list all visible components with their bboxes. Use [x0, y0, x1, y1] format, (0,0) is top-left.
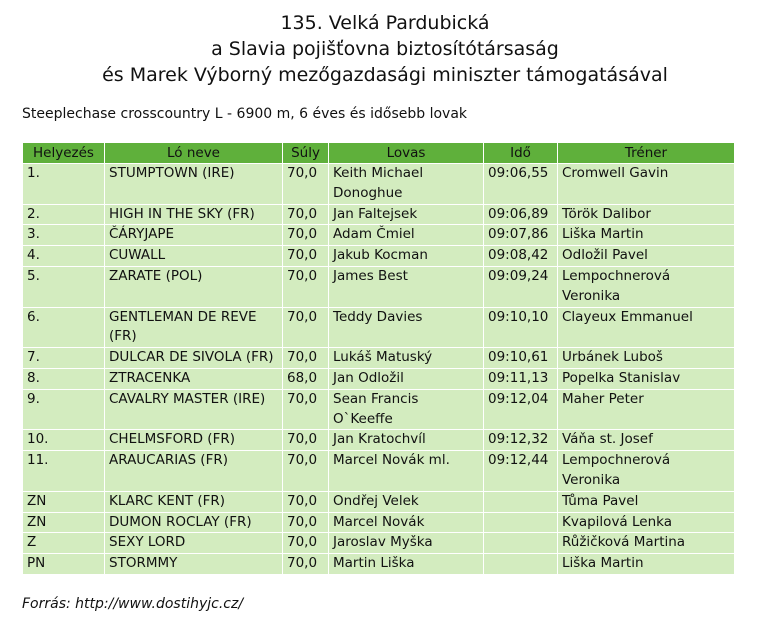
time-cell: 09:06,89: [484, 204, 558, 225]
results-table: [22, 142, 735, 575]
time-cell: 09:08,42: [484, 246, 558, 267]
trainer-cell: Cromwell Gavin: [558, 164, 735, 205]
weight-cell: 70,0: [283, 430, 329, 451]
table-row: [23, 430, 735, 451]
position-cell: PN: [23, 554, 105, 575]
horse-name-cell: SEXY LORD: [105, 533, 283, 554]
trainer-cell: Urbánek Luboš: [558, 348, 735, 369]
title-line-2: a Slavia pojišťovna biztosítótársaság: [211, 38, 559, 60]
table-row: [23, 368, 735, 389]
horse-name-cell: CAVALRY MASTER (IRE): [105, 389, 283, 430]
position-cell: ZN: [23, 491, 105, 512]
time-cell: [484, 533, 558, 554]
trainer-cell: Růžičková Martina: [558, 533, 735, 554]
source-note: Forrás: http://www.dostihyjc.cz/: [22, 596, 244, 612]
position-cell: 5.: [23, 266, 105, 307]
horse-name-cell: DULCAR DE SIVOLA (FR): [105, 348, 283, 369]
results-body: [23, 164, 735, 575]
horse-name-cell: ZARATE (POL): [105, 266, 283, 307]
table-row: [23, 204, 735, 225]
position-cell: 3.: [23, 225, 105, 246]
position-cell: 8.: [23, 368, 105, 389]
jockey-cell: Adam Čmiel: [329, 225, 484, 246]
page-title: [0, 10, 770, 88]
title-line-1: 135. Velká Pardubická: [280, 12, 490, 34]
header-time: Idő: [484, 143, 558, 164]
header-trainer: Tréner: [558, 143, 735, 164]
time-cell: 09:11,13: [484, 368, 558, 389]
table-row: [23, 307, 735, 348]
position-cell: ZN: [23, 512, 105, 533]
weight-cell: 70,0: [283, 451, 329, 492]
horse-name-cell: ARAUCARIAS (FR): [105, 451, 283, 492]
horse-name-cell: ZTRACENKA: [105, 368, 283, 389]
position-cell: 6.: [23, 307, 105, 348]
jockey-cell: Ondřej Velek: [329, 491, 484, 512]
weight-cell: 70,0: [283, 266, 329, 307]
trainer-cell: Váňa st. Josef: [558, 430, 735, 451]
horse-name-cell: STORMMY: [105, 554, 283, 575]
trainer-cell: Odložil Pavel: [558, 246, 735, 267]
trainer-cell: Tůma Pavel: [558, 491, 735, 512]
trainer-cell: Lempochnerová Veronika: [558, 451, 735, 492]
table-row: [23, 266, 735, 307]
trainer-cell: Lempochnerová Veronika: [558, 266, 735, 307]
table-row: [23, 389, 735, 430]
trainer-cell: Kvapilová Lenka: [558, 512, 735, 533]
jockey-cell: Marcel Novák ml.: [329, 451, 484, 492]
horse-name-cell: STUMPTOWN (IRE): [105, 164, 283, 205]
time-cell: 09:10,10: [484, 307, 558, 348]
position-cell: 11.: [23, 451, 105, 492]
horse-name-cell: CHELMSFORD (FR): [105, 430, 283, 451]
position-cell: Z: [23, 533, 105, 554]
trainer-cell: Liška Martin: [558, 225, 735, 246]
weight-cell: 70,0: [283, 554, 329, 575]
trainer-cell: Török Dalibor: [558, 204, 735, 225]
header-jockey: Lovas: [329, 143, 484, 164]
weight-cell: 70,0: [283, 246, 329, 267]
horse-name-cell: GENTLEMAN DE REVE (FR): [105, 307, 283, 348]
position-cell: 4.: [23, 246, 105, 267]
jockey-cell: Jan Faltejsek: [329, 204, 484, 225]
jockey-cell: Teddy Davies: [329, 307, 484, 348]
horse-name-cell: ČÁRYJAPE: [105, 225, 283, 246]
time-cell: 09:06,55: [484, 164, 558, 205]
weight-cell: 70,0: [283, 307, 329, 348]
table-row: [23, 491, 735, 512]
time-cell: [484, 554, 558, 575]
trainer-cell: Popelka Stanislav: [558, 368, 735, 389]
time-cell: [484, 491, 558, 512]
jockey-cell: Marcel Novák: [329, 512, 484, 533]
weight-cell: 70,0: [283, 348, 329, 369]
weight-cell: 70,0: [283, 164, 329, 205]
table-header-row: [23, 143, 735, 164]
horse-name-cell: HIGH IN THE SKY (FR): [105, 204, 283, 225]
table-row: [23, 348, 735, 369]
weight-cell: 70,0: [283, 512, 329, 533]
jockey-cell: Jaroslav Myška: [329, 533, 484, 554]
table-row: [23, 225, 735, 246]
position-cell: 9.: [23, 389, 105, 430]
weight-cell: 70,0: [283, 389, 329, 430]
position-cell: 1.: [23, 164, 105, 205]
table-row: [23, 246, 735, 267]
table-row: [23, 451, 735, 492]
position-cell: 10.: [23, 430, 105, 451]
weight-cell: 70,0: [283, 225, 329, 246]
race-subtitle: Steeplechase crosscountry L - 6900 m, 6 éves és idősebb lovak: [22, 106, 468, 122]
jockey-cell: Keith Michael Donoghue: [329, 164, 484, 205]
jockey-cell: Lukáš Matuský: [329, 348, 484, 369]
trainer-cell: Maher Peter: [558, 389, 735, 430]
position-cell: 7.: [23, 348, 105, 369]
jockey-cell: Jakub Kocman: [329, 246, 484, 267]
jockey-cell: Martin Liška: [329, 554, 484, 575]
horse-name-cell: DUMON ROCLAY (FR): [105, 512, 283, 533]
time-cell: [484, 512, 558, 533]
trainer-cell: Clayeux Emmanuel: [558, 307, 735, 348]
trainer-cell: Liška Martin: [558, 554, 735, 575]
weight-cell: 70,0: [283, 533, 329, 554]
jockey-cell: Sean Francis O`Keeffe: [329, 389, 484, 430]
table-row: [23, 554, 735, 575]
table-row: [23, 512, 735, 533]
horse-name-cell: CUWALL: [105, 246, 283, 267]
time-cell: 09:07,86: [484, 225, 558, 246]
weight-cell: 70,0: [283, 491, 329, 512]
jockey-cell: James Best: [329, 266, 484, 307]
header-position: Helyezés: [23, 143, 105, 164]
title-line-3: és Marek Výborný mezőgazdasági miniszter támogatásával: [102, 64, 668, 86]
weight-cell: 70,0: [283, 204, 329, 225]
time-cell: 09:12,32: [484, 430, 558, 451]
position-cell: 2.: [23, 204, 105, 225]
jockey-cell: Jan Kratochvíl: [329, 430, 484, 451]
header-weight: Súly: [283, 143, 329, 164]
horse-name-cell: KLARC KENT (FR): [105, 491, 283, 512]
table-row: [23, 533, 735, 554]
time-cell: 09:10,61: [484, 348, 558, 369]
time-cell: 09:12,04: [484, 389, 558, 430]
table-row: [23, 164, 735, 205]
jockey-cell: Jan Odložil: [329, 368, 484, 389]
header-horse-name: Ló neve: [105, 143, 283, 164]
time-cell: 09:12,44: [484, 451, 558, 492]
weight-cell: 68,0: [283, 368, 329, 389]
time-cell: 09:09,24: [484, 266, 558, 307]
